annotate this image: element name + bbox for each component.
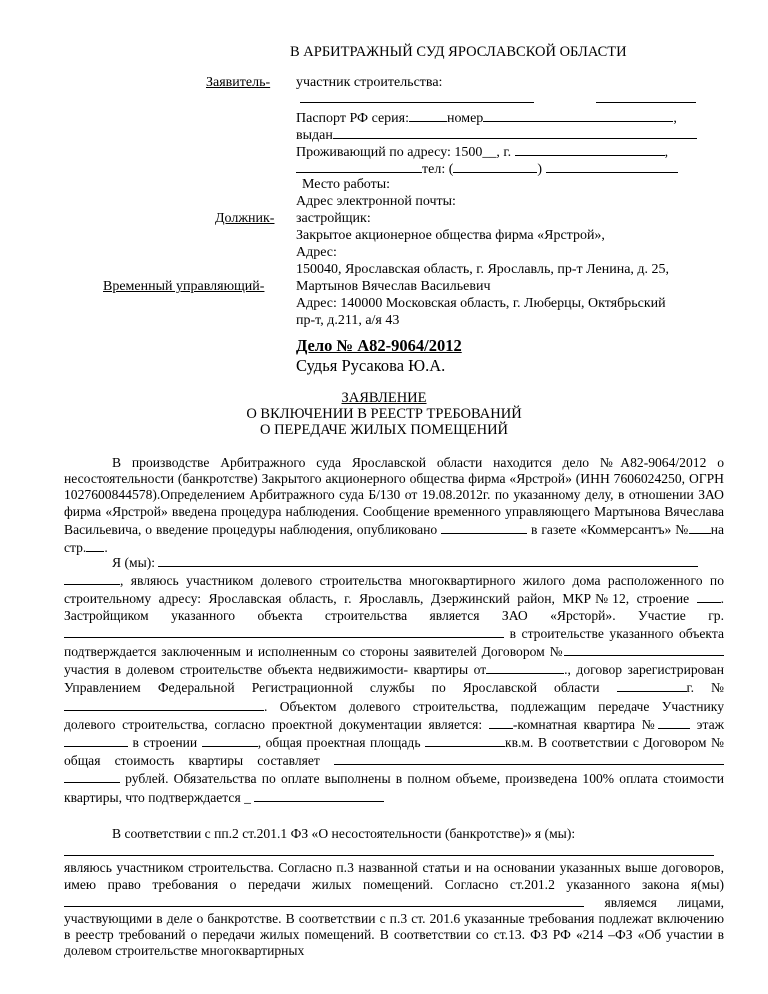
paragraph-text: -комнатная квартира №	[512, 716, 658, 732]
paragraph-text: ., договор зарегистрирован Управлением Федеральной Регистрационной службы по Ярославской области	[64, 662, 724, 696]
passport-series-label: Паспорт РФ серия:	[296, 111, 409, 126]
paragraph-text: В соответствии с пп.2 ст.201.1 ФЗ «О несостоятельности (банкротстве)» я (мы):	[112, 826, 576, 841]
body-paragraph	[64, 455, 724, 556]
email-label: Адрес электронной почты:	[296, 194, 456, 209]
paragraph-text: рублей. Обязательства по оплате выполнены в полном объеме, произведена 100% оплата стоимости квартиры, что подтверждается	[64, 771, 724, 805]
debtor-line: Адрес:	[296, 245, 337, 260]
body-paragraph	[64, 826, 724, 960]
address-line: Проживающий по адресу: 1500__, г. ,	[296, 142, 668, 161]
manager-line: пр-т, д.211, а/я 43	[296, 313, 400, 328]
paragraph-text: г. №	[686, 680, 725, 696]
paragraph-text: участия в долевом строительстве объекта недвижимости- квартиры от	[64, 662, 487, 678]
blank-line	[300, 89, 696, 108]
paragraph-text: В производстве Арбитражного суда Ярославской области находится дело №А82-9064/2012 о несостоятельности (банкротстве) Закрытого акционерного общества фирма «Ярстрой» (ИНН 7606024250, ОГРН 1027600844578).Определением Арбитражного суда Б/130 от 19.08.2012г. по указанному делу, в отношении ЗАО фирма «Ярстрой» введена процедура наблюдения. Сообщение временного управляющего Мартынова Вячеслава Васильевича, о введение процедуры наблюдения, опубликовано	[64, 455, 724, 537]
body-paragraph: Я (мы): , являюсь участником долевого строительства многоквартирного жилого дома расположенного по строительному адресу: Ярославская область, г. Ярославль, Дзержинский район, МКР№12, строение . Застройщиком указанного объекта строительства является ЗАО «Ярсторй». Участие гр. в строительстве указанного объекта подтверждается заключенным и исполненным со стороны заявителей Договором №участия в долевом строительстве объекта недвижимости- квартиры от ., договор зарегистрирован Управлением Федеральной Регистрационной службы по Ярославской области г. №. Объектом долевого строительства, подлежащим передаче Участнику долевого строительства, согласно проектной документации является: -комнатная квартира № этаж в строении , общая проектная площадь кв.м. В соответствии с Договором № общая стоимость квартиры составляет рублей. Обязательства по оплате выполнены в полном объеме, произведена 100% оплата стоимости квартиры, что подтверждается _	[64, 555, 725, 805]
court-header: В АРБИТРАЖНЫЙ СУД ЯРОСЛАВСКОЙ ОБЛАСТИ	[290, 44, 627, 60]
case-number: Дело № А82-9064/2012	[296, 336, 462, 355]
address-label: Проживающий по адресу: 1500__, г.	[296, 145, 515, 160]
paragraph-text: этаж	[689, 716, 724, 732]
workplace-label: Место работы:	[302, 177, 391, 192]
document-title: ЗАЯВЛЕНИЕ	[341, 390, 427, 406]
judge-name: Судья Русакова Ю.А.	[296, 356, 446, 375]
paragraph-text: кв.м. В соответствии с Договором № общая стоимость квартиры составляет	[64, 735, 724, 769]
passport-line: Паспорт РФ серия: номер ,	[296, 108, 677, 127]
document-subtitle: О ВКЛЮЧЕНИИ В РЕЕСТР ТРЕБОВАНИЙ	[246, 406, 522, 422]
applicant-label: Заявитель-	[206, 75, 271, 90]
phone-line: тел: ( )	[296, 159, 678, 178]
passport-number-label: номер	[447, 111, 484, 126]
document-subtitle: О ПЕРЕДАЧЕ ЖИЛЫХ ПОМЕЩЕНИЙ	[259, 422, 509, 438]
manager-label: Временный управляющий-	[103, 279, 265, 294]
paragraph-text: . Застройщиком указанного объекта строительства является ЗАО «Ярсторй». Участие гр.	[64, 591, 724, 623]
manager-line: Мартынов Вячеслав Васильевич	[296, 279, 491, 294]
issued-label: выдан	[296, 128, 333, 143]
applicant-line: участник строительства:	[296, 75, 443, 90]
paragraph-text: . Объектом долевого строительства, подлежащим передаче Участнику долевого строительства, согласно проектной документации является:	[64, 698, 724, 732]
paragraph-text: , общая проектная площадь	[257, 735, 426, 751]
paragraph-text: .	[104, 540, 108, 556]
paragraph-text: являемся лицами, участвующими в деле о банкротстве. В соответствии с п.3 ст. 201.6 указанные требования подлежат включению в реестр требований о передачи жилых помещений. В соответствии со ст.13. ФЗ РФ «214 –ФЗ «Об участии в долевом строительстве многоквартирных	[64, 894, 724, 959]
paragraph-text: Я (мы):	[112, 555, 156, 570]
paragraph-text: в строительстве указанного объекта подтверждается заключенным и исполненным со стороны заявителей Договором №	[64, 625, 724, 660]
paragraph-text: на стр.	[64, 521, 724, 556]
paragraph-text: , являюсь участником долевого строительства многоквартирного жилого дома расположенного по строительному адресу: Ярославская область, г. Ярославль, Дзержинский район, МКР№12, строение	[64, 573, 724, 607]
debtor-line: 150040, Ярославская область, г. Ярославль, пр-т Ленина, д. 25,	[296, 262, 670, 277]
debtor-label: Должник-	[215, 211, 275, 226]
manager-line: Адрес: 140000 Московская область, г. Люберцы, Октябрьский	[296, 296, 666, 311]
debtor-line: застройщик:	[296, 211, 371, 226]
phone-label: тел: (	[422, 162, 454, 177]
paragraph-text: в газете «Коммерсантъ» №	[527, 521, 689, 537]
paragraph-text: являюсь участником строительства. Согласно п.3 названной статьи и на основании указанных выше договоров, имею право требования о передачи жилых помещений. Согласно ст.201.2 указанного закона я(мы)	[64, 860, 724, 892]
debtor-line: Закрытое акционерное общества фирма «Ярстрой»,	[296, 228, 605, 243]
paragraph-text: в строении	[128, 735, 202, 751]
